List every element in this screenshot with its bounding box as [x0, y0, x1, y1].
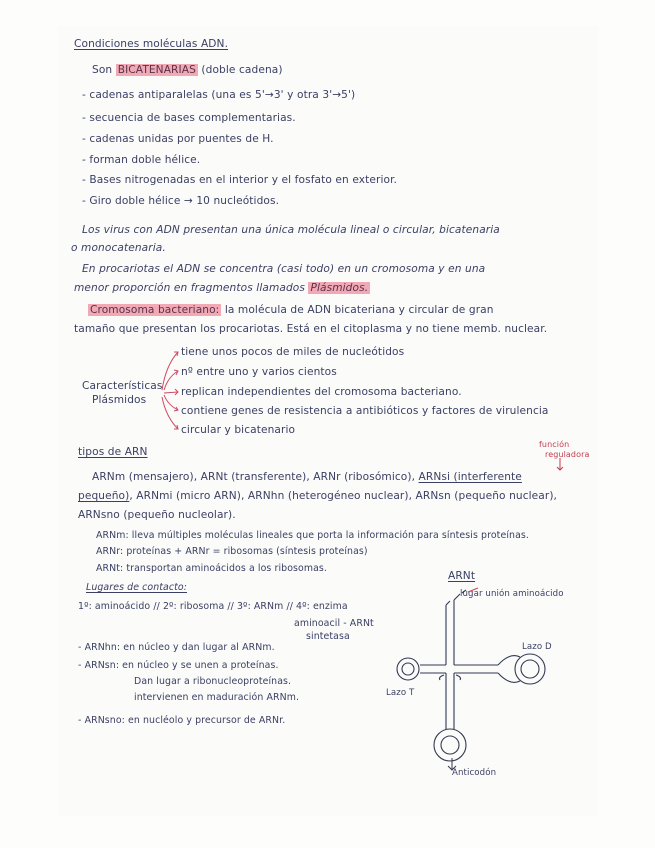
page-title: Condiciones moléculas ADN.	[74, 38, 229, 50]
diagram-title: ARNt	[448, 570, 476, 582]
tipos-line-1-pre: ARNm (mensajero), ARNt (transferente), ARNr (ribosómico),	[92, 471, 419, 483]
enzima-line-1: aminoacil - ARNt	[294, 618, 374, 629]
bullet-item: - secuencia de bases complementarias.	[82, 112, 296, 124]
lazo-d-label: Lazo D	[522, 642, 552, 652]
bullet-item: - cadenas unidas por puentes de H.	[82, 133, 274, 145]
arnsi-underlined: ARNsi (interferente	[418, 471, 522, 483]
virus-line-1: Los virus con ADN presentan una única molécula lineal o circular, bicatenaria	[82, 224, 500, 236]
lugares-heading: Lugares de contacto:	[86, 582, 188, 593]
funcion-label-1: función	[539, 440, 570, 449]
highlight-plasmidos: Plásmidos.	[310, 282, 369, 294]
virus-line-2: o monocatenaria.	[71, 242, 166, 254]
plasmido-item: contiene genes de resistencia a antibióticos y factores de virulencia	[181, 405, 549, 417]
procariotas-line-2	[74, 282, 370, 294]
intro-pre: Son	[92, 64, 116, 76]
plasmido-item: replican independientes del cromosoma bacteriano.	[181, 386, 462, 398]
anticodon-label: Anticodón	[452, 768, 497, 778]
otros-item: - ARNsno: en nucléolo y precursor de ARNr.	[78, 715, 286, 726]
tipos-line-1	[92, 471, 522, 483]
pequeno-underlined: pequeño)	[78, 490, 130, 502]
intro-post: (doble cadena)	[197, 64, 283, 76]
trna-diagram	[380, 580, 580, 770]
highlight-cromosoma: Cromosoma bacteriano:	[90, 304, 220, 316]
intro-line	[92, 64, 283, 76]
bullet-item: - Bases nitrogenadas en el interior y el fosfato en exterior.	[82, 174, 398, 186]
def-arnt: ARNt: transportan aminoácidos a los ribosomas.	[96, 563, 327, 574]
otros-item: Dan lugar a ribonucleoproteínas.	[134, 676, 292, 687]
cromosoma-line-1	[88, 304, 494, 316]
plasmidos-label-1: Características	[82, 380, 163, 392]
tipos-line-3: ARNsno (pequeño nucleolar).	[78, 509, 236, 521]
tipos-heading: tipos de ARN	[78, 446, 148, 458]
otros-item: - ARNsn: en núcleo y se unen a proteínas.	[78, 660, 279, 671]
lazo-t-label: Lazo T	[386, 688, 415, 698]
highlight-bicatenarias: BICATENARIAS	[117, 64, 196, 76]
procariotas-line-1: En procariotas el ADN se concentra (casi todo) en un cromosoma y en una	[82, 263, 486, 275]
cromosoma-line-2: tamaño que presentan los procariotas. Está en el citoplasma y no tiene memb. nuclear.	[74, 323, 548, 335]
tipos-line-2	[78, 490, 557, 502]
plasmido-item: circular y bicatenario	[181, 424, 296, 436]
bullet-item: - cadenas antiparalelas (una es 5'→3' y otra 3'→5')	[82, 89, 356, 101]
procariotas-pre: menor proporción en fragmentos llamados	[74, 282, 309, 294]
lugares-line: 1º: aminoácido // 2º: ribosoma // 3º: ARNm // 4º: enzima	[78, 601, 348, 612]
cromosoma-rest: la molécula de ADN bicateriana y circular de gran	[221, 304, 494, 316]
otros-item: intervienen en maduración ARNm.	[134, 692, 300, 703]
funcion-arrow	[555, 458, 565, 472]
plasmidos-label-2: Plásmidos	[92, 394, 147, 406]
funcion-label-2: reguladora	[545, 450, 590, 459]
def-arnm: ARNm: lleva múltiples moléculas lineales que porta la información para síntesis proteínas.	[96, 530, 529, 541]
tipos-line-2-rest: , ARNmi (micro ARN), ARNhn (heterogéneo nuclear), ARNsn (pequeño nuclear),	[129, 490, 558, 502]
plasmido-item: nº entre uno y varios cientos	[181, 366, 337, 378]
otros-item: - ARNhn: en núcleo y dan lugar al ARNm.	[78, 642, 275, 653]
def-arnr: ARNr: proteínas + ARNr = ribosomas (síntesis proteínas)	[96, 546, 368, 557]
bullet-item: - Giro doble hélice → 10 nucleótidos.	[82, 195, 280, 207]
union-label: lugar unión aminoácido	[460, 589, 564, 599]
bullet-item: - forman doble hélice.	[82, 154, 201, 166]
enzima-line-2: sintetasa	[306, 631, 350, 642]
plasmido-item: tiene unos pocos de miles de nucleótidos	[181, 346, 405, 358]
